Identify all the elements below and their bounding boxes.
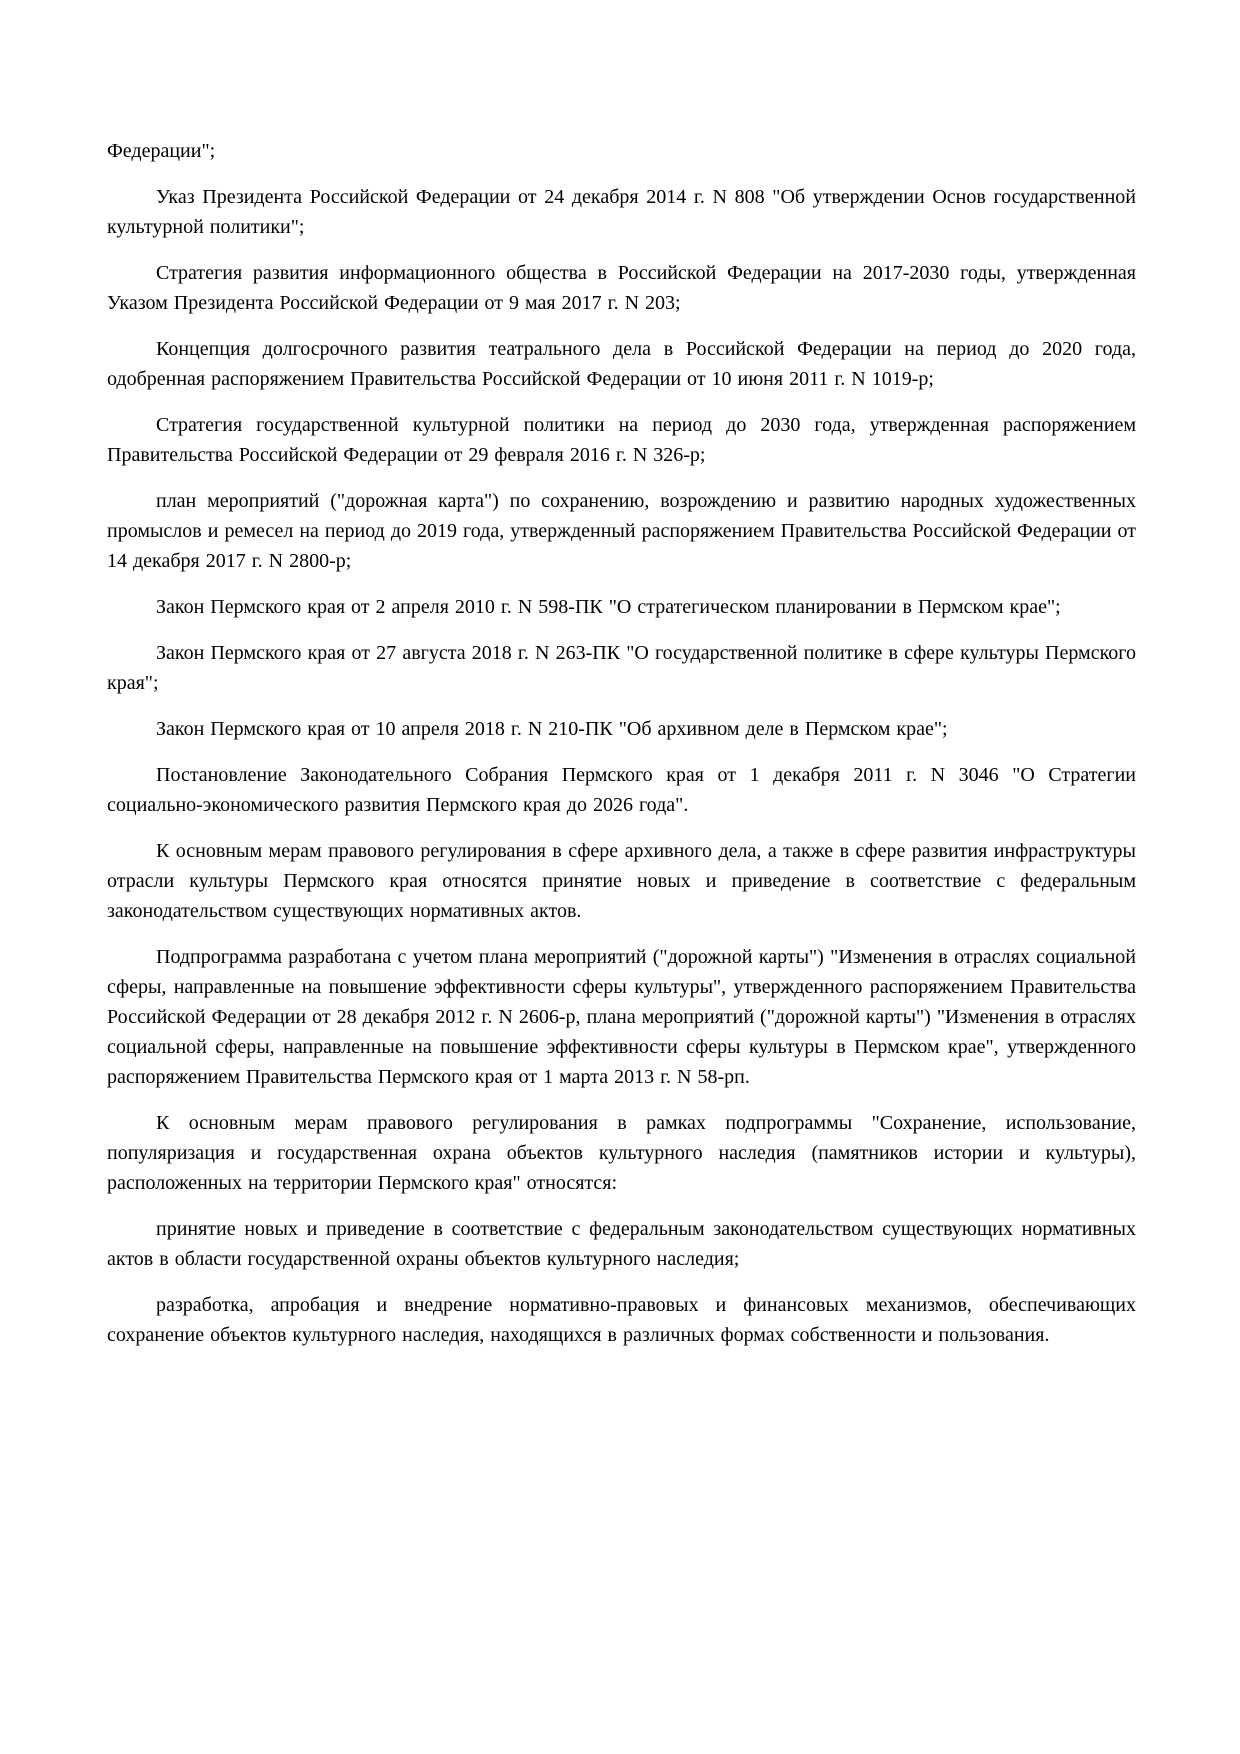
paragraph: план мероприятий ("дорожная карта") по сохранению, возрождению и развитию народных художественных промыслов и ремесел на период до 2019 года, утвержденный распоряжением Правительства Российской Федерации от 14 декабря 2017 г. N 2800-р; <box>107 490 1136 572</box>
paragraph: Закон Пермского края от 2 апреля 2010 г. N 598-ПК "О стратегическом планировании в Пермском крае"; <box>156 596 1061 618</box>
paragraph: Закон Пермского края от 27 августа 2018 г. N 263-ПК "О государственной политике в сфере культуры Пермского края"; <box>107 642 1136 694</box>
paragraph: К основным мерам правового регулирования в сфере архивного дела, а также в сфере развития инфраструктуры отрасли культуры Пермского края относятся принятие новых и приведение в соответствие с федеральным законодательством существующих нормативных актов. <box>107 840 1136 922</box>
paragraph: Подпрограмма разработана с учетом плана мероприятий ("дорожной карты") "Изменения в отраслях социальной сферы, направленные на повышение эффективности сферы культуры", утвержденного распоряжением Правительства Российской Федерации от 28 декабря 2012 г. N 2606-р, плана мероприятий ("дорожной карты") "Изменения в отраслях социальной сферы, направленные на повышение эффективности сферы культуры в Пермском крае", утвержденного распоряжением Правительства Пермского края от 1 марта 2013 г. N 58-рп. <box>107 946 1136 1088</box>
paragraph: Стратегия развития информационного общества в Российской Федерации на 2017-2030 годы, утвержденная Указом Президента Российской Федерации от 9 мая 2017 г. N 203; <box>107 262 1136 314</box>
paragraph: К основным мерам правового регулирования в рамках подпрограммы "Сохранение, использование, популяризация и государственная охрана объектов культурного наследия (памятников истории и культуры), расположенных на территории Пермского края" относятся: <box>107 1112 1136 1194</box>
paragraph: принятие новых и приведение в соответствие с федеральным законодательством существующих нормативных актов в области государственной охраны объектов культурного наследия; <box>107 1218 1136 1270</box>
paragraph: Федерации"; <box>107 140 216 162</box>
paragraph: Постановление Законодательного Собрания Пермского края от 1 декабря 2011 г. N 3046 "О Стратегии социально-экономического развития Пермского края до 2026 года". <box>107 764 1136 816</box>
paragraph: Указ Президента Российской Федерации от 24 декабря 2014 г. N 808 "Об утверждении Основ государственной культурной политики"; <box>107 186 1136 238</box>
document-body <box>107 136 1136 1350</box>
paragraph: разработка, апробация и внедрение нормативно-правовых и финансовых механизмов, обеспечивающих сохранение объектов культурного наследия, находящихся в различных формах собственности и пользования. <box>107 1294 1136 1346</box>
paragraph: Закон Пермского края от 10 апреля 2018 г. N 210-ПК "Об архивном деле в Пермском крае"; <box>156 718 948 740</box>
paragraph: Стратегия государственной культурной политики на период до 2030 года, утвержденная распоряжением Правительства Российской Федерации от 29 февраля 2016 г. N 326-р; <box>107 414 1136 466</box>
paragraph: Концепция долгосрочного развития театрального дела в Российской Федерации на период до 2020 года, одобренная распоряжением Правительства Российской Федерации от 10 июня 2011 г. N 1019-р; <box>107 338 1136 390</box>
